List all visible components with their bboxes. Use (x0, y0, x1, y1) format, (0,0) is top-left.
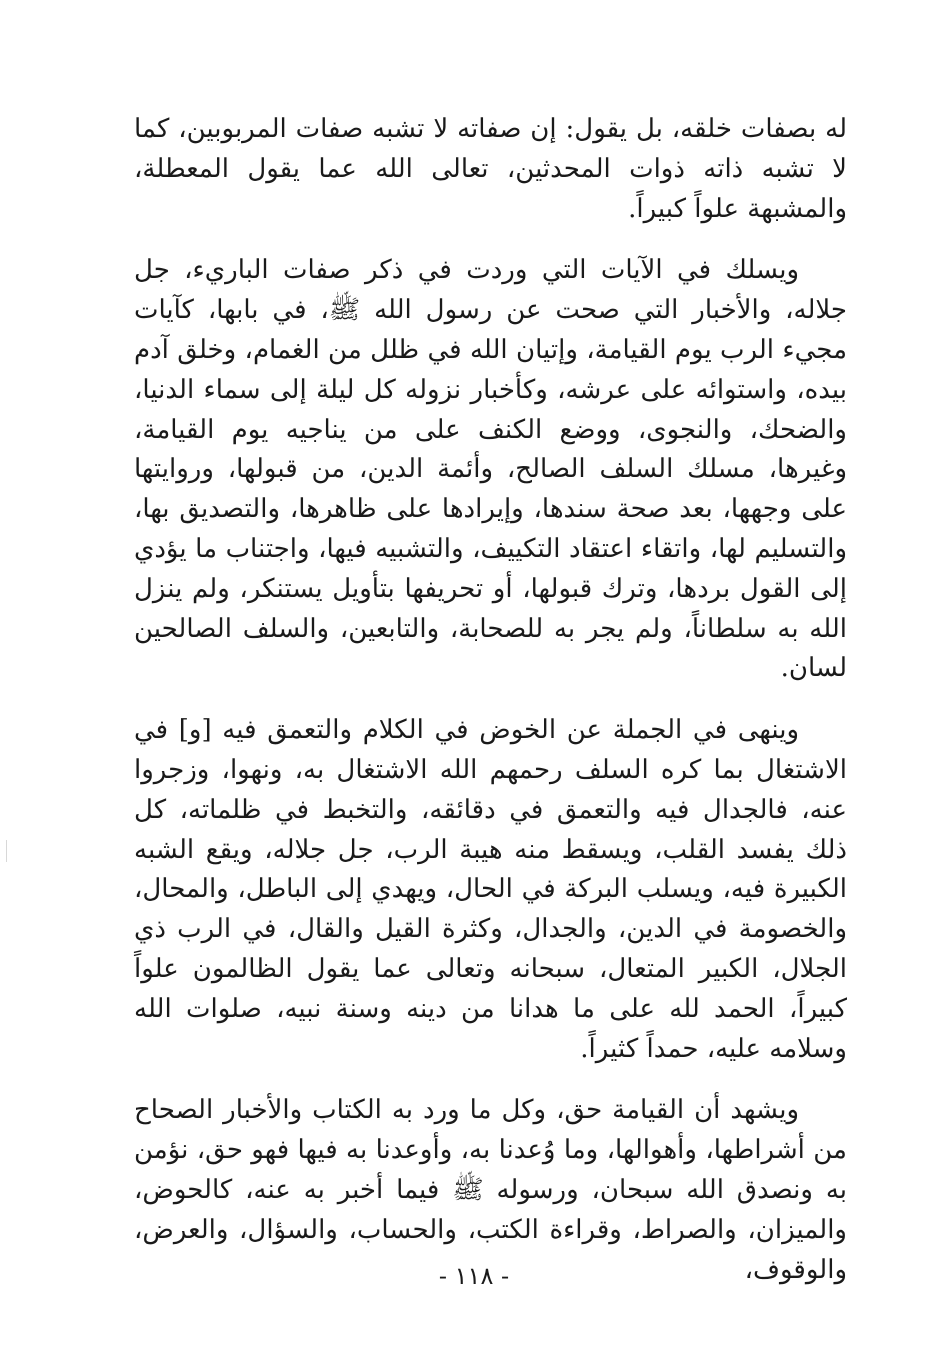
scan-edge-mark (6, 840, 7, 862)
paragraph-attributes-verses: ويسلك في الآيات التي وردت في ذكر صفات الباريء، جل جلاله، والأخبار التي صحت عن رسول الله ﷺ، في بابها، كآيات مجيء الرب يوم القيامة، وإتيان الله في ظلل من الغمام، وخلق آدم بيده، واستوائه على عرشه، وكأخبار نزوله كل ليلة إلى سماء الدنيا، والضحك، والنجوى، ووضع الكنف على من يناجيه يوم القيامة، وغيرها، مسلك السلف الصالح، وأئمة الدين، من قبولها، وروايتها على وجهها، بعد صحة سندها، وإيرادها على ظاهرها، والتصديق بها، والتسليم لها، واتقاء اعتقاد التكييف، والتشبيه فيها، واجتناب ما يؤدي إلى القول بردها، وترك قبولها، أو تحريفها بتأويل يستنكر، ولم ينزل الله به سلطاناً، ولم يجر به للصحابة، والتابعين، والسلف الصالحين لسان. (134, 255, 847, 684)
page-number: - ١١٨ - (438, 1262, 510, 1290)
body-text (134, 110, 847, 1312)
paragraph-day-of-judgment: ويشهد أن القيامة حق، وكل ما ورد به الكتاب والأخبار الصحاح من أشراطها، وأهوالها، وما وُعدنا به، وأوعدنا به فيها فهو حق، نؤمن به ونصدق الله سبحان، ورسوله ﷺ فيما أخبر به عنه، كالحوض، والميزان، والصراط، وقراءة الكتب، والحساب، والسؤال، والعرض، والوقوف، (134, 1095, 847, 1285)
paragraph-continuation: له بصفات خلقه، بل يقول: إن صفاته لا تشبه صفات المربوبين، كما لا تشبه ذاته ذوات المحدثين، تعالى الله عما يقول المعطلة، والمشبهة علواً كبيراً. (134, 114, 847, 224)
paragraph-forbidding-kalam: وينهى في الجملة عن الخوض في الكلام والتعمق فيه [و] في الاشتغال بما كره السلف رحمهم الله الاشتغال به، ونهوا، وزجروا عنه، فالجدال فيه والتعمق في دقائقه، والتخبط في ظلماته، كل ذلك يفسد القلب، ويسقط منه هيبة الرب، جل جلاله، ويقع الشبه الكبيرة فيه، ويسلب البركة في الحال، ويهدي إلى الباطل، والمحال، والخصومة في الدين، والجدال، وكثرة القيل والقال، في الرب ذي الجلال، الكبير المتعال، سبحانه وتعالى عما يقول الظالمون علواً كبيراً، الحمد لله على ما هدانا من دينه وسنة نبيه، صلوات الله وسلامه عليه، حمداً كثيراً. (134, 715, 847, 1064)
